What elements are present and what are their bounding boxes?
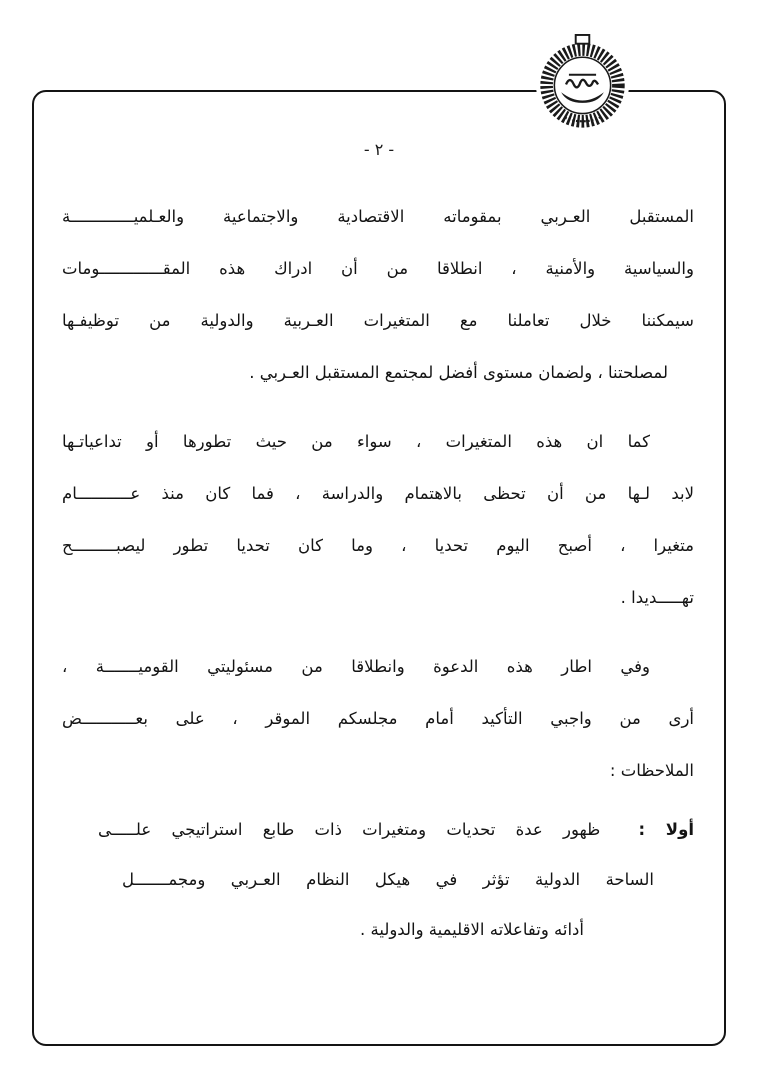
- list-item-text: ظهور عدة تحديات ومتغيرات ذات طابع استراتيجي علـــــى: [98, 820, 601, 839]
- text-line: والسياسية والأمنية ، انطلاقا من أن ادراك هذه المقـــــــــــــومات: [62, 259, 694, 278]
- text-line: لابد لـها من أن تحظى بالاهتمام والدراسة ، فما كان منذ عـــــــــــام: [62, 484, 694, 503]
- page-number: - ٢ -: [363, 140, 395, 159]
- paragraph-4-first-point: [62, 805, 694, 955]
- list-item-label: أولا :: [638, 820, 694, 839]
- text-line: أرى من واجبي التأكيد أمام مجلسكم الموقر ، على بعـــــــــــض: [62, 709, 694, 728]
- page-border-frame: [32, 90, 726, 1046]
- text-line: متغيرا ، أصبح اليوم تحديا ، وما كان تحديا تطور ليصبـــــــــح: [62, 536, 694, 555]
- text-line: وفي اطار هذه الدعوة وانطلاقا من مسئوليتي القوميـــــــة ،: [62, 657, 650, 676]
- text-line: الملاحظات :: [609, 761, 694, 780]
- text-line: سيمكننا خلال تعاملنا مع المتغيرات العـربية والدولية من توظيفـها: [62, 311, 694, 330]
- arab-league-seal-icon: [534, 34, 631, 131]
- text-line: لمصلحتنا ، ولضمان مستوى أفضل لمجتمع المستقبل العـربي .: [249, 363, 668, 382]
- paragraph-2: [62, 416, 694, 624]
- text-line: المستقبل العـربي بمقوماته الاقتصادية والاجتماعية والعـلميـــــــــــــة: [62, 207, 694, 226]
- text-line: تهـــــديدا .: [620, 588, 694, 607]
- paragraph-1: [62, 191, 694, 399]
- document-body: [62, 191, 694, 955]
- paragraph-3: [62, 641, 694, 797]
- text-line: أدائه وتفاعلاته الاقليمية والدولية .: [360, 920, 584, 939]
- text-line: كما ان هذه المتغيرات ، سواء من حيث تطورها أو تداعياتـها: [62, 432, 650, 451]
- text-line: [62, 805, 694, 855]
- text-line: الساحة الدولية تؤثر في هيكل النظام العـربي ومجمـــــــل: [122, 870, 654, 889]
